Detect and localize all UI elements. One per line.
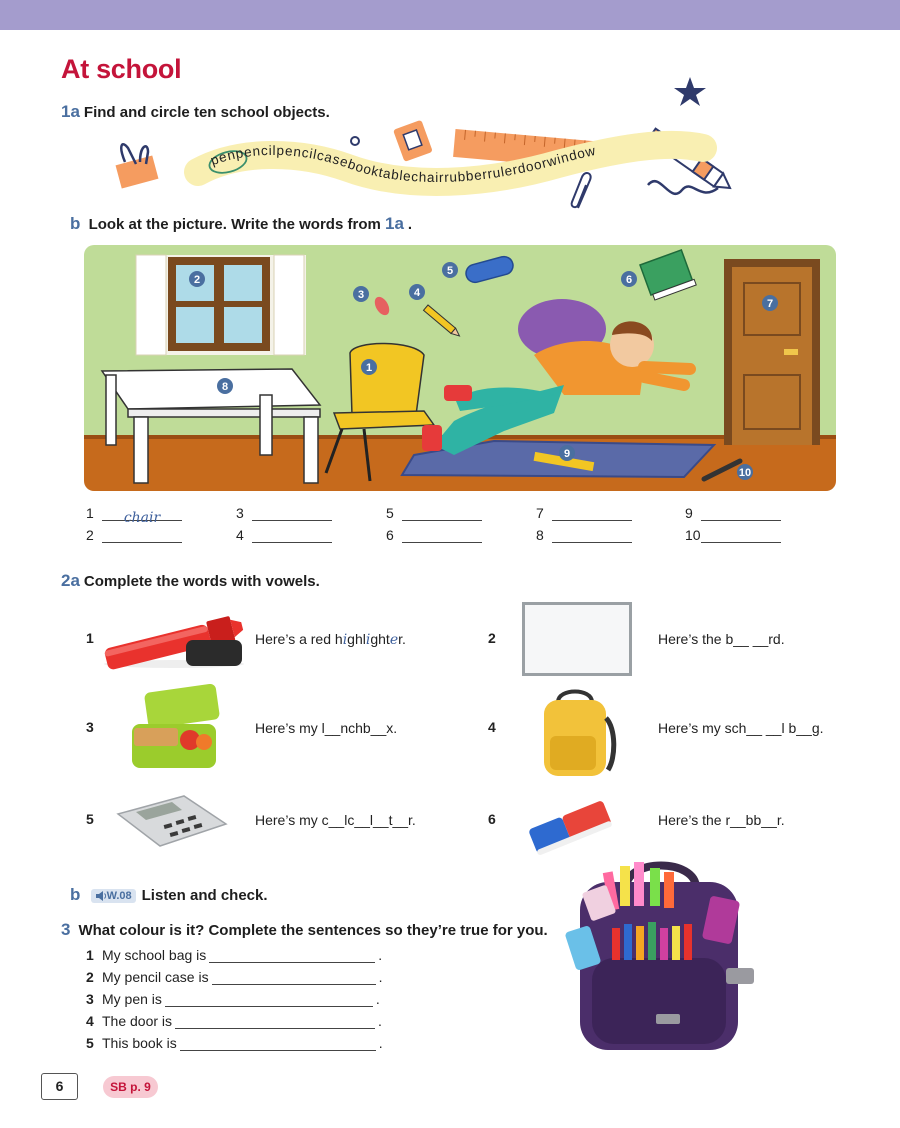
vowel-answer[interactable]: e	[389, 632, 399, 648]
answer-line[interactable]	[552, 507, 632, 521]
exercise-number: 3	[61, 920, 71, 939]
answer-line[interactable]	[252, 529, 332, 543]
sentence-4: Here’s my sch__ __l b__g.	[658, 720, 824, 736]
answer-4: 4	[236, 527, 332, 543]
answer-line[interactable]	[402, 507, 482, 521]
exercise-2a-instruction	[61, 571, 320, 591]
sentence-3-1: 1 My school bag is .	[86, 947, 383, 963]
answer-7: 7	[536, 505, 632, 521]
top-color-bar	[0, 0, 900, 30]
instruction-text: Complete the words with vowels.	[83, 573, 320, 590]
instruction-text: What colour is it? Complete the sentences so they’re true for you.	[78, 922, 548, 939]
svg-text:10: 10	[738, 467, 752, 479]
answer-line[interactable]	[175, 1015, 375, 1029]
exercise-reference: 1a	[384, 214, 404, 233]
exercise-number: b	[70, 214, 81, 233]
answer-line[interactable]	[209, 949, 375, 963]
page-title: At school	[61, 54, 182, 84]
exercise-number: 1a	[61, 102, 80, 121]
instruction-text: Find and circle ten school objects.	[83, 104, 330, 121]
sentence-5: Here’s my c__lc__l__t__r.	[255, 812, 416, 828]
answer-line[interactable]	[552, 529, 632, 543]
instruction-end: .	[407, 216, 413, 233]
answer-1: 1 chair	[86, 505, 182, 521]
exercise-3-instruction	[61, 920, 548, 940]
svg-text:6: 6	[625, 274, 633, 286]
svg-text:4: 4	[413, 287, 421, 299]
exercise-number: 2a	[61, 571, 80, 590]
answer-10: 10	[685, 527, 781, 543]
lunchbox-image	[124, 684, 224, 774]
sentence-3-5: 5 This book is .	[86, 1035, 383, 1051]
exercise-1b-instruction	[70, 214, 412, 234]
calculator-image	[114, 794, 230, 850]
answer-2: 2	[86, 527, 182, 543]
svg-text:7: 7	[766, 298, 774, 310]
answer-line[interactable]	[102, 529, 182, 543]
vowel-answer[interactable]: i	[365, 632, 371, 648]
school-bag-image	[536, 688, 618, 780]
answer-line[interactable]: chair	[102, 507, 182, 521]
instruction-text: Look at the picture. Write the words from	[88, 216, 385, 233]
svg-text:2: 2	[193, 274, 201, 286]
student-book-reference: SB p. 9	[103, 1076, 158, 1098]
highlighter-image	[98, 612, 250, 670]
item-number: 1	[86, 630, 94, 646]
answer-line[interactable]	[165, 993, 373, 1007]
exercise-number: b	[70, 885, 81, 904]
answer-line[interactable]	[701, 529, 781, 543]
sentence-3: Here’s my l__nchb__x.	[255, 720, 398, 736]
svg-text:5: 5	[446, 265, 454, 277]
speaker-icon	[95, 890, 107, 902]
sentence-3-3: 3 My pen is .	[86, 991, 380, 1007]
star-icon	[674, 77, 706, 106]
answer-line[interactable]	[212, 971, 376, 985]
answer-line[interactable]	[402, 529, 482, 543]
whiteboard-image	[520, 600, 634, 678]
word-snake	[178, 120, 723, 200]
item-number: 5	[86, 811, 94, 827]
item-number: 2	[488, 630, 496, 646]
answer-3: 3	[236, 505, 332, 521]
exercise-2b-instruction	[70, 885, 268, 905]
snake-letters: penpencilpencilcasebooktablechairrubberrulerdoorwindow	[208, 142, 598, 185]
item-number: 4	[488, 719, 496, 735]
binder-clip-icon	[116, 144, 159, 188]
answer-line[interactable]	[701, 507, 781, 521]
page-number: 6	[41, 1073, 78, 1100]
item-number: 6	[488, 811, 496, 827]
answer-9: 9	[685, 505, 781, 521]
svg-text:9: 9	[563, 448, 571, 460]
purple-backpack-image	[556, 848, 762, 1058]
instruction-text: Listen and check.	[141, 887, 268, 904]
sentence-2: Here’s the b__ __rd.	[658, 631, 785, 647]
sentence-1: Here’s a red highlighter.	[255, 631, 406, 648]
sentence-3-4: 4 The door is .	[86, 1013, 382, 1029]
sentence-3-2: 2 My pencil case is .	[86, 969, 383, 985]
classroom-illustration	[84, 245, 836, 491]
answer-8: 8	[536, 527, 632, 543]
answer-5: 5	[386, 505, 482, 521]
vowel-answer[interactable]: i	[342, 632, 348, 648]
sentence-6: Here’s the r__bb__r.	[658, 812, 785, 828]
svg-text:1: 1	[365, 362, 373, 374]
answer-line[interactable]	[252, 507, 332, 521]
item-number: 3	[86, 719, 94, 735]
svg-text:3: 3	[357, 289, 365, 301]
answer-line[interactable]	[180, 1037, 376, 1051]
answer-6: 6	[386, 527, 482, 543]
audio-track-button[interactable]	[91, 889, 136, 903]
svg-text:8: 8	[221, 381, 229, 393]
window-object	[136, 255, 306, 355]
audio-track-label: W.08	[106, 890, 132, 903]
door-object	[724, 259, 820, 445]
